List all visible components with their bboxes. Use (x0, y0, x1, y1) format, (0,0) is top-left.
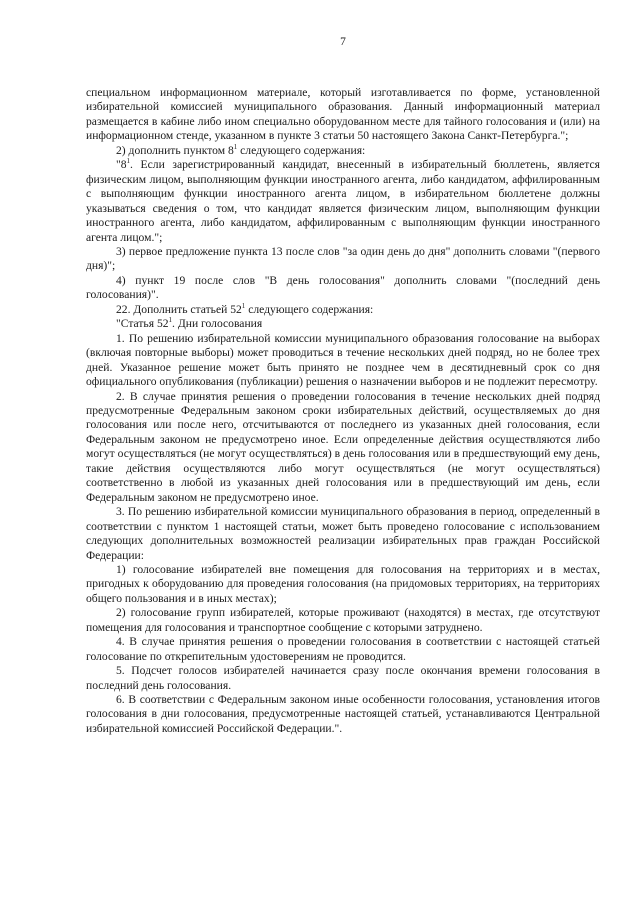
document-body (86, 86, 600, 736)
paragraph: 4. В случае принятия решения о проведении голосования в соответствии с настоящей статьей голосование по открепительным удостоверениям не проводится. (86, 635, 600, 663)
paragraph: 2) дополнить пунктом $8^1$ следующего содержания: (116, 142, 366, 157)
paragraph: 1. По решению избирательной комиссии муниципального образования голосование на выборах (включая повторные выборы) может проводиться в течение нескольких дней подряд, но не более трех дней. Указанное решение может быть принято не позднее чем в десятидневный срок со дня официального опубликования (публикации) решения о назначении выборов и не подлежит пересмотру. (86, 331, 600, 389)
paragraph: 3. По решению избирательной комиссии муниципального образования в период, определенный в соответствии с пунктом 1 настоящей статьи, может быть проведено голосование с использованием следующих дополнительных возможностей реализации избирательных прав граждан Российской Федерации: (86, 505, 600, 562)
paragraph: "$8^1$. Если зарегистрированный кандидат, внесенный в избирательный бюллетень, является физическим лицом, выполняющим функции иностранного агента, либо кандидатом, аффилированным с выполняющим функции иностранного агента лицом, в избирательном бюллетене должны указываться сведения о том, что кандидат является физическим лицом, выполняющим функции иностранного агента, либо кандидатом, аффилированным с выполняющим функции иностранного агента лицом."; (86, 157, 600, 244)
paragraph: 6. В соответствии с Федеральным законом иные особенности голосования, установления итогов голосования в дни голосования, предусмотренные настоящей статьей, устанавливаются Центральной избирательной комиссией Российской Федерации.". (86, 693, 600, 735)
paragraph: 5. Подсчет голосов избирателей начинается сразу после окончания времени голосования в последний день голосования. (86, 664, 600, 692)
paragraph: 22. Дополнить статьей $52^1$ следующего содержания: (116, 301, 374, 316)
paragraph: 3) первое предложение пункта 13 после слов "за один день до дня" дополнить словами "(первого дня)"; (86, 244, 600, 273)
article-heading: "Статья $52^1$. Дни голосования (116, 316, 263, 331)
paragraph: 2. В случае принятия решения о проведении голосования в течение нескольких дней подряд предусмотренные Федеральным законом сроки избирательных действий, осуществляемых до дня голосования или после него, отсчитываются от последнего из указанных дней голосования, если Федеральным законом не предусмотрено иное. Если определенные действия осуществляются либо могут осуществляться (не могут осуществляться) в день голосования или в предшествующий ему день, такие действия осуществляются либо могут осуществляться (не могут осуществляться) соответственно в любой из указанных дней голосования или в предшествующий им день, если Федеральным законом не предусмотрено иное. (86, 389, 600, 504)
paragraph: 1) голосование избирателей вне помещения для голосования на территориях и в местах, пригодных к оборудованию для проведения голосования (на придомовых территориях, на территориях общего пользования и в иных местах); (86, 562, 600, 605)
paragraph: специальном информационном материале, который изготавливается по форме, установленной избирательной комиссией муниципального образования. Данный информационный материал размещается в кабине либо ином специально оборудованном месте для тайного голосования и (или) на информационном стенде, указанном в пункте 3 статьи 50 настоящего Закона Санкт-Петербурга."; (86, 86, 600, 143)
page-number: 7 (340, 36, 346, 48)
paragraph: 4) пункт 19 после слов "В день голосования" дополнить словами "(последний день голосования)". (86, 273, 600, 302)
paragraph: 2) голосование групп избирателей, которые проживают (находятся) в местах, где отсутствуют помещения для голосования и транспортное сообщение с которыми затруднено. (86, 606, 600, 634)
